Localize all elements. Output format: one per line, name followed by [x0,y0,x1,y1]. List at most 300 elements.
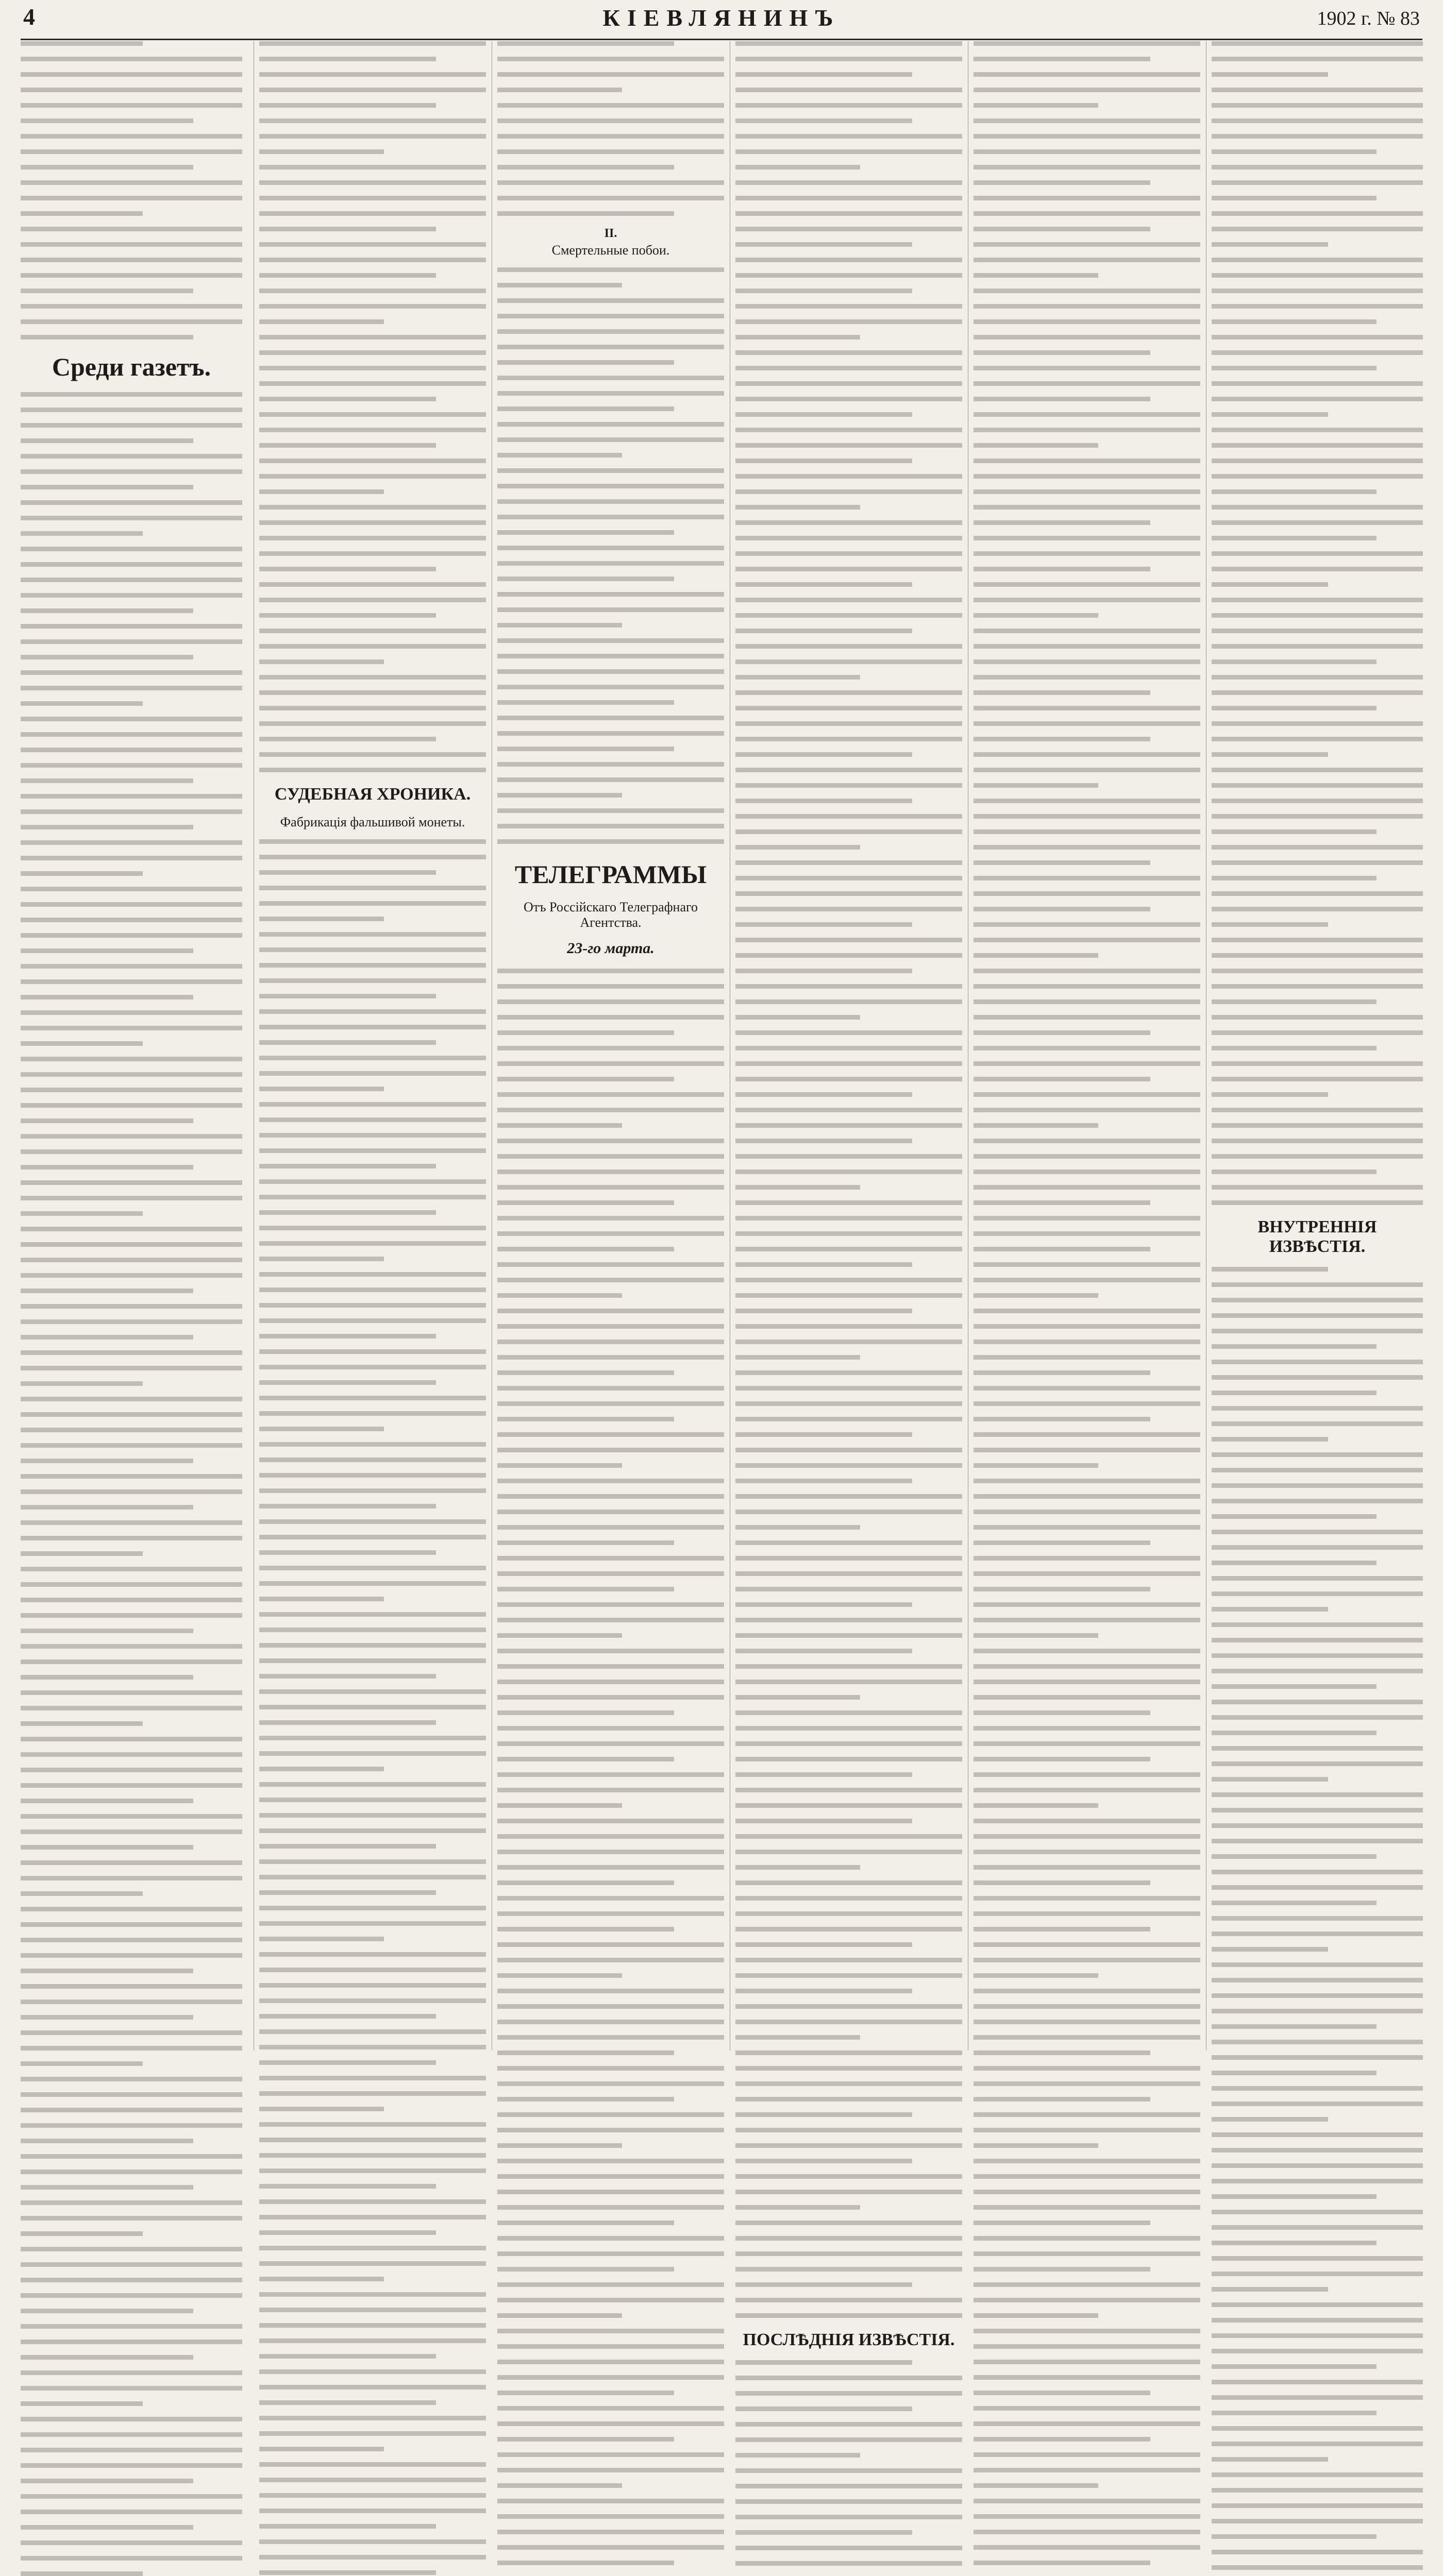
text-line-placeholder [735,1741,962,1746]
text-line-placeholder [735,1463,962,1468]
text-line-placeholder [735,1262,912,1267]
text-line-placeholder [497,1819,724,1823]
text-line-placeholder [21,1196,242,1200]
text-line-placeholder [1212,273,1423,278]
text-line-placeholder [1212,1046,1377,1050]
text-line-placeholder [259,289,486,293]
text-line-placeholder [735,412,912,417]
text-line-placeholder [21,2448,242,2452]
text-line-placeholder [1212,2333,1423,2338]
text-line-placeholder [974,1989,1200,1993]
text-line-placeholder [1212,860,1423,865]
text-line-placeholder [1212,2503,1423,2508]
text-line-placeholder [735,1108,962,1112]
text-line-placeholder [497,437,724,442]
text-line-placeholder [974,304,1200,309]
text-line-placeholder [1212,1530,1423,1534]
text-line-placeholder [21,72,242,77]
text-line-placeholder [497,1741,724,1746]
text-line-placeholder [497,1618,724,1622]
text-line-placeholder [497,2452,724,2457]
text-line-placeholder [735,2050,962,2055]
text-line-placeholder [259,1040,436,1045]
text-line-placeholder [974,1757,1150,1761]
text-line-placeholder [497,1324,724,1329]
text-line-placeholder [735,953,962,958]
text-line-placeholder [497,1200,674,1205]
text-line-placeholder [735,907,962,911]
text-line-placeholder [735,1772,912,1777]
text-line-placeholder [21,1149,242,1154]
text-line-placeholder [1212,659,1377,664]
text-line-placeholder [21,2340,242,2344]
text-line-placeholder [259,659,384,664]
text-line-placeholder [1212,397,1423,401]
text-line-placeholder [259,567,436,571]
text-line-placeholder [259,1906,486,1910]
text-line-placeholder [497,2251,724,2256]
text-line-placeholder [21,1845,193,1850]
text-line-placeholder [974,1370,1150,1375]
text-line-placeholder [21,408,242,412]
text-line-placeholder [974,2344,1200,2349]
text-line-placeholder [497,1989,724,1993]
text-line-placeholder [259,582,486,587]
text-line-placeholder [974,2468,1200,2472]
text-block [1212,41,1423,1205]
page-number: 4 [23,4,35,30]
text-line-placeholder [259,768,486,772]
text-line-placeholder [974,428,1200,432]
text-line-placeholder [497,1649,724,1653]
text-line-placeholder [497,669,724,674]
text-line-placeholder [974,644,1200,649]
text-line-placeholder [974,2004,1200,2009]
text-line-placeholder [21,1474,242,1479]
text-line-placeholder [1212,582,1328,587]
text-line-placeholder [497,72,724,77]
text-line-placeholder [497,88,622,92]
text-line-placeholder [974,2020,1200,2024]
text-line-placeholder [1212,1282,1423,1287]
text-line-placeholder [735,1973,962,1978]
text-line-placeholder [259,2199,486,2204]
text-line-placeholder [735,196,962,200]
text-line-placeholder [259,459,486,463]
text-line-placeholder [974,1726,1200,1731]
text-line-placeholder [21,423,242,428]
text-line-placeholder [974,1571,1200,1576]
text-line-placeholder [1212,2117,1328,2122]
text-line-placeholder [1212,1622,1423,1627]
text-line-placeholder [974,1154,1200,1159]
text-line-placeholder [497,2267,674,2272]
text-line-placeholder [735,2499,962,2504]
text-line-placeholder [21,1057,242,1061]
text-line-placeholder [21,732,242,737]
text-line-placeholder [974,2112,1200,2117]
text-line-placeholder [1212,1483,1423,1488]
text-line-placeholder [21,1180,242,1185]
text-line-placeholder [1212,165,1423,170]
text-line-placeholder [497,839,724,844]
text-line-placeholder [21,1891,143,1896]
text-line-placeholder [259,1859,486,1864]
text-line-placeholder [1212,1077,1423,1081]
text-line-placeholder [259,901,486,906]
text-line-placeholder [259,1597,384,1601]
text-line-placeholder [735,211,962,216]
text-line-placeholder [1212,1684,1377,1689]
text-line-placeholder [497,1046,724,1050]
text-line-placeholder [735,1695,860,1700]
text-line-placeholder [735,227,962,231]
text-line-placeholder [259,1937,384,1941]
text-line-placeholder [974,134,1200,139]
text-line-placeholder [259,165,486,170]
text-line-placeholder [735,242,912,247]
text-line-placeholder [21,1690,242,1695]
text-line-placeholder [1212,412,1328,417]
text-line-placeholder [1212,103,1423,108]
text-line-placeholder [259,1828,486,1833]
text-line-placeholder [497,1602,724,1607]
text-line-placeholder [735,2406,912,2411]
text-line-placeholder [735,1664,962,1669]
text-line-placeholder [497,499,724,504]
text-line-placeholder [21,1088,242,1092]
text-line-placeholder [259,1071,486,1076]
text-line-placeholder [21,825,193,829]
text-line-placeholder [259,839,486,844]
text-line-placeholder [259,1365,486,1369]
text-line-placeholder [21,856,242,860]
text-line-placeholder [259,932,486,937]
text-line-placeholder [735,273,962,278]
text-line-placeholder [497,1911,724,1916]
text-line-placeholder [497,2128,724,2132]
text-line-placeholder [974,258,1200,262]
text-line-placeholder [974,2221,1150,2225]
text-line-placeholder [259,2168,486,2173]
text-line-placeholder [1212,242,1328,247]
text-line-placeholder [735,1788,962,1792]
text-line-placeholder [21,2247,242,2251]
text-line-placeholder [735,2561,962,2566]
text-line-placeholder [21,196,242,200]
text-line-placeholder [497,406,674,411]
text-line-placeholder [1212,1452,1423,1457]
text-line-placeholder [497,2530,724,2534]
text-line-placeholder [497,134,724,139]
text-line-placeholder [735,1355,860,1360]
text-line-placeholder [735,876,962,880]
text-line-placeholder [21,2463,242,2468]
section-subtitle: Отъ Россійскаго Телеграфнаго Агентства. [523,900,698,930]
text-line-placeholder [974,1030,1150,1035]
text-line-placeholder [1212,1916,1423,1921]
text-line-placeholder [21,2170,242,2174]
text-line-placeholder [497,638,724,643]
text-line-placeholder [21,1026,242,1030]
text-line-placeholder [974,1664,1200,1669]
text-line-placeholder [497,2035,724,2040]
text-line-placeholder [1212,2163,1423,2168]
text-line-placeholder [1212,289,1423,293]
text-line-placeholder [497,2499,724,2503]
text-line-placeholder [1212,1901,1377,1905]
text-line-placeholder [497,1942,724,1947]
text-line-placeholder [497,1216,724,1221]
text-line-placeholder [735,2112,912,2117]
text-line-placeholder [1212,1200,1423,1205]
text-line-placeholder [735,2484,962,2488]
text-line-placeholder [974,474,1200,479]
text-line-placeholder [974,1417,1150,1421]
text-line-placeholder [497,1401,724,1406]
text-line-placeholder [1212,335,1423,340]
text-line-placeholder [974,2499,1200,2503]
text-line-placeholder [735,1200,962,1205]
text-line-placeholder [1212,1854,1377,1859]
text-line-placeholder [1212,381,1423,386]
text-line-placeholder [735,1401,962,1406]
text-line-placeholder [497,984,724,989]
text-line-placeholder [21,979,242,984]
text-line-placeholder [21,2262,242,2267]
text-line-placeholder [1212,428,1423,432]
text-line-placeholder [974,1077,1150,1081]
text-line-placeholder [259,1736,486,1740]
text-line-placeholder [974,1525,1200,1530]
text-line-placeholder [974,1540,1150,1545]
text-line-placeholder [735,1494,962,1499]
text-line-placeholder [974,489,1200,494]
text-line-placeholder [259,1581,486,1586]
text-line-placeholder [21,686,242,690]
text-line-placeholder [497,1262,724,1267]
text-line-placeholder [259,2447,384,2451]
text-line-placeholder [735,1989,912,1993]
text-line-placeholder [21,242,242,247]
text-line-placeholder [974,1896,1200,1901]
text-line-placeholder [735,1216,962,1221]
text-line-placeholder [974,2190,1200,2194]
text-line-placeholder [259,381,486,386]
text-line-placeholder [497,1556,724,1561]
text-line-placeholder [497,685,724,689]
text-line-placeholder [735,2004,962,2009]
text-line-placeholder [1212,1421,1423,1426]
text-line-placeholder [497,1927,674,1931]
text-line-placeholder [497,2236,724,2241]
text-line-placeholder [974,2050,1150,2055]
text-line-placeholder [497,2329,724,2333]
text-line-placeholder [259,1318,486,1323]
text-line-placeholder [259,2107,384,2111]
text-line-placeholder [735,629,912,633]
text-line-placeholder [974,196,1200,200]
text-line-placeholder [1212,721,1423,726]
text-line-placeholder [974,211,1200,216]
text-line-placeholder [735,2313,962,2318]
text-line-placeholder [1212,118,1423,123]
text-line-placeholder [21,717,242,721]
text-line-placeholder [974,57,1150,61]
text-line-placeholder [735,289,912,293]
text-line-placeholder [974,613,1098,618]
text-line-placeholder [974,1015,1200,1020]
text-line-placeholder [497,1664,724,1669]
text-line-placeholder [497,1340,724,1344]
text-line-placeholder [974,1587,1150,1591]
text-line-placeholder [497,1015,724,1020]
column-1 [21,41,247,2050]
text-line-placeholder [735,1958,962,1962]
text-line-placeholder [21,1598,242,1602]
text-line-placeholder [497,561,724,566]
text-block [259,41,486,772]
text-line-placeholder [1212,2302,1423,2307]
text-line-placeholder [735,2391,962,2396]
text-line-placeholder [259,2570,436,2575]
text-line-placeholder [21,454,242,459]
text-line-placeholder [259,242,486,247]
text-line-placeholder [974,1834,1200,1839]
text-line-placeholder [497,1231,724,1236]
text-line-placeholder [21,2231,143,2236]
text-line-placeholder [1212,1839,1423,1843]
text-line-placeholder [259,870,436,875]
text-line-placeholder [974,706,1200,710]
text-line-placeholder [259,304,486,309]
text-line-placeholder [21,1505,193,1510]
text-line-placeholder [1212,2550,1423,2554]
text-line-placeholder [974,1927,1150,1931]
text-line-placeholder [497,1494,724,1499]
text-line-placeholder [259,978,486,983]
text-line-placeholder [21,2324,242,2329]
text-line-placeholder [259,1875,486,1879]
text-line-placeholder [974,1448,1200,1452]
text-line-placeholder [974,1401,1200,1406]
text-line-placeholder [497,2050,674,2055]
text-line-placeholder [1212,1015,1423,1020]
text-line-placeholder [21,319,242,324]
text-line-placeholder [497,1803,622,1808]
text-line-placeholder [735,1293,962,1298]
text-line-placeholder [497,345,724,349]
text-line-placeholder [259,598,486,602]
text-line-placeholder [21,41,143,46]
text-line-placeholder [974,752,1200,757]
text-line-placeholder [21,1459,193,1463]
text-line-placeholder [259,675,486,680]
text-line-placeholder [1212,2472,1423,2477]
text-line-placeholder [259,1210,436,1215]
text-line-placeholder [1212,72,1328,77]
text-line-placeholder [1212,2318,1423,2323]
text-block [735,2360,962,2576]
text-line-placeholder [735,2128,962,2132]
text-line-placeholder [1212,2225,1423,2230]
text-line-placeholder [259,1921,486,1926]
text-line-placeholder [1212,1993,1423,1998]
text-line-placeholder [1212,319,1377,324]
text-line-placeholder [1212,1638,1423,1642]
text-line-placeholder [1212,1514,1377,1519]
text-line-placeholder [21,1165,193,1170]
text-line-placeholder [259,2277,384,2281]
text-line-placeholder [735,381,962,386]
text-line-placeholder [735,969,912,973]
text-line-placeholder [21,902,242,907]
text-line-placeholder [974,2421,1200,2426]
text-line-placeholder [21,134,242,139]
text-line-placeholder [259,2029,486,2034]
text-line-placeholder [259,366,486,370]
dateline: 23-го марта. [567,940,655,957]
text-line-placeholder [974,381,1200,386]
text-line-placeholder [21,2030,242,2035]
text-line-placeholder [735,165,860,170]
column-6 [1206,41,1423,2050]
text-line-placeholder [21,1829,242,1834]
text-line-placeholder [1212,2241,1377,2245]
text-line-placeholder [974,1958,1200,1962]
text-line-placeholder [21,1999,242,2004]
text-line-placeholder [21,1938,242,1942]
text-line-placeholder [974,1494,1200,1499]
text-line-placeholder [497,1680,724,1684]
text-line-placeholder [974,1231,1200,1236]
text-line-placeholder [21,227,242,231]
text-line-placeholder [497,2375,724,2380]
text-line-placeholder [1212,1870,1423,1874]
text-line-placeholder [21,1428,242,1432]
text-line-placeholder [1212,227,1423,231]
text-line-placeholder [735,258,962,262]
text-line-placeholder [974,536,1200,540]
text-line-placeholder [735,613,962,618]
text-line-placeholder [735,675,860,680]
text-line-placeholder [1212,2457,1328,2462]
text-line-placeholder [21,485,193,489]
text-line-placeholder [974,1880,1150,1885]
text-line-placeholder [735,459,912,463]
text-line-placeholder [735,2020,962,2024]
text-line-placeholder [735,505,860,510]
text-line-placeholder [259,690,486,695]
text-line-placeholder [1212,1962,1423,1967]
text-line-placeholder [1212,2488,1423,2493]
text-line-placeholder [1212,1061,1423,1066]
text-line-placeholder [21,2525,193,2530]
text-line-placeholder [259,1427,384,1431]
text-line-placeholder [974,845,1200,850]
text-line-placeholder [497,422,724,427]
text-line-placeholder [1212,1885,1423,1890]
text-line-placeholder [735,567,962,571]
text-line-placeholder [21,1258,242,1262]
text-line-placeholder [1212,690,1423,695]
text-line-placeholder [259,350,486,355]
text-line-placeholder [974,938,1200,942]
text-line-placeholder [21,2571,143,2576]
roman-numeral: II. [604,227,617,240]
text-line-placeholder [259,1566,486,1570]
text-line-placeholder [974,1819,1200,1823]
